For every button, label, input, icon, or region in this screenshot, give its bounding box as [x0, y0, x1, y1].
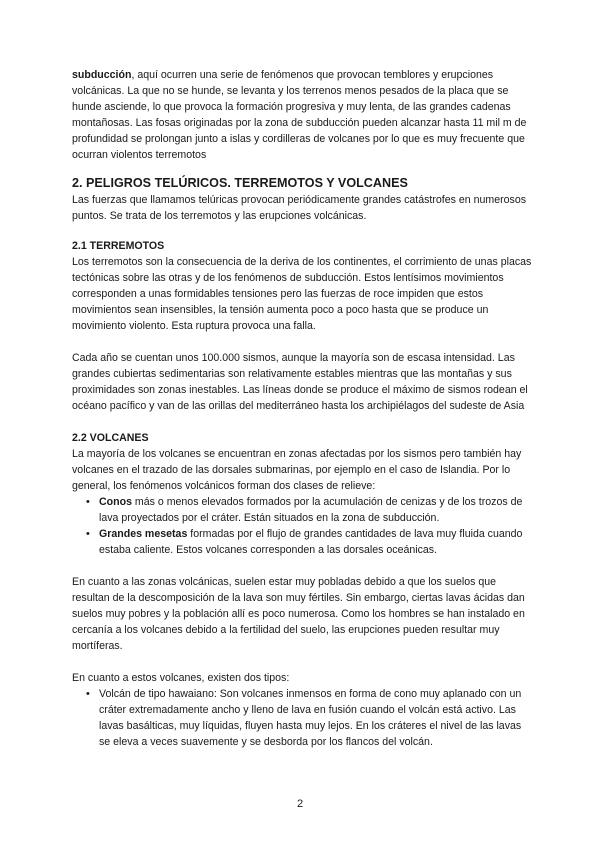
list-item-text: más o menos elevados formados por la acumulación de cenizas y de los trozos de lava proyectados por el cráter. Están situados en la zona de subducción.	[99, 496, 523, 524]
section-2-2-paragraph-2: En cuanto a las zonas volcánicas, suelen estar muy pobladas debido a que los suelos que resultan de la descomposición de la lava son muy fértiles. Sin embargo, ciertas lavas ácidas dan suelos muy pobres y la población allí es poco numerosa. Como los hombres se han instalado en cercanía a los volcanes debido a la fertilidad del suelo, las erupciones pueden resultar muy mortíferas.	[72, 576, 525, 652]
list-item-bold: Conos	[99, 496, 132, 508]
intro-paragraph	[72, 67, 534, 163]
intro-bold-term: subducción	[72, 69, 132, 81]
section-2-2-heading: 2.2 VOLCANES	[72, 432, 149, 444]
section-2-2-paragraph-1: La mayoría de los volcanes se encuentran en zonas afectadas por los sismos pero también hay volcanes en el trazado de las dorsales submarinas, por ejemplo en el caso de Islandia. Por lo general, los fenómenos volcánicos forman dos clases de relieve:	[72, 448, 522, 492]
list-item-bold: Grandes mesetas	[99, 528, 188, 540]
list-item-text: formadas por el flujo de grandes cantidades de lava muy fluida cuando estaba caliente. Estos volcanes corresponden a las dorsales oceánicas.	[99, 528, 523, 556]
list-item	[99, 686, 534, 750]
relief-types-list	[72, 494, 534, 558]
section-2-2-paragraph-3: En cuanto a estos volcanes, existen dos tipos:	[72, 672, 290, 684]
page-number: 2	[296, 798, 304, 810]
intro-text: , aquí ocurren una serie de fenómenos que provocan temblores y erupciones volcánicas. La que no se hunde, se levanta y los terrenos menos pesados de la placa que se hunde asciende, lo que provoca la formación progresiva y muy lenta, de las grandes cadenas montañosas. Las fosas originadas por la zona de subducción pueden alcanzar hasta 11 mil m de profundidad se prolongan junto a islas y cordilleras de volcanes por lo que es muy frecuente que ocurran violentos terremotos	[72, 69, 527, 161]
section-2-heading: 2. PELIGROS TELÚRICOS. TERREMOTOS Y VOLCANES	[72, 176, 408, 190]
document-page	[72, 67, 534, 750]
section-2-1-paragraph-2: Cada año se cuentan unos 100.000 sismos, aunque la mayoría son de escasa intensidad. Las grandes cubiertas sedimentarias son relativamente estables mientras que las montañas y sus proximidades son zonas inestables. Las líneas donde se produce el máximo de sismos rodean el océano pacífico y van de las orillas del mediterráneo hasta los archipiélagos del sudeste de Asia	[72, 352, 528, 412]
volcano-types-list	[72, 686, 534, 750]
section-2-1-heading: 2.1 TERREMOTOS	[72, 240, 165, 252]
list-item-text: Volcán de tipo hawaiano: Son volcanes inmensos en forma de cono muy aplanado con un cráter extremadamente ancho y lleno de lava en fusión cuando el volcán está activo. Las lavas basálticas, muy líquidas, fluyen hasta muy lejos. En los cráteres el nivel de las lavas se eleva a veces suavemente y se desborda por los flancos del volcán.	[99, 688, 522, 748]
section-2-text: Las fuerzas que llamamos telúricas provocan periódicamente grandes catástrofes en numerosos puntos. Se trata de los terremotos y las erupciones volcánicas.	[72, 194, 527, 222]
list-item	[99, 526, 534, 558]
list-item	[99, 494, 534, 526]
section-2-1-paragraph-1: Los terremotos son la consecuencia de la deriva de los continentes, el corrimiento de unas placas tectónicas sobre las otras y de los fenómenos de subducción. Estos lentísimos movimientos corresponden a unas formidables tensiones pero las fuerzas de roce impiden que estos movimientos sean insensibles, la tensión aumenta poco a poco hasta que se produce un movimiento violento. Esta ruptura provoca una falla.	[72, 256, 532, 332]
